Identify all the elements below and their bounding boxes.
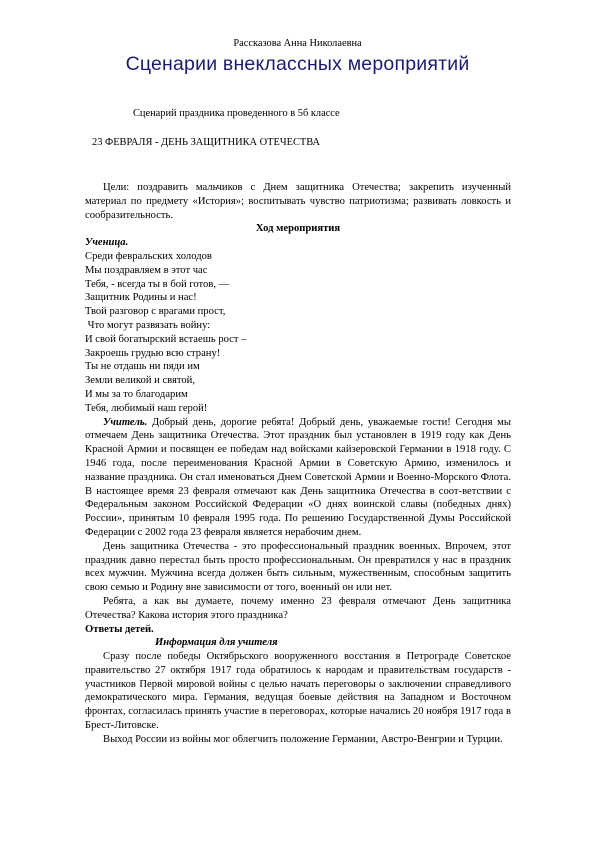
paragraph-2: День защитника Отечества - это профессиональный праздник военных. Впрочем, этот праздник давно перестал быть просто профессиональным. Он превратился у нас в праздник всех мужчин. Мужчина всегда должен быть сильным, мужественным, способным защитить свою семью и Родину вне зависимости от того, военный он или нет. <box>85 540 511 594</box>
poem <box>85 250 511 416</box>
children-answers: Ответы детей. <box>85 623 154 635</box>
poem-line: Мы поздравляем в этот час <box>85 264 208 276</box>
poem-line: Ты не отдашь ни пяди им <box>85 361 200 373</box>
poem-line: И мы за то благодарим <box>85 388 188 400</box>
subtitle: Сценарий праздника проведенного в 5б классе <box>133 108 340 119</box>
poem-line: Среди февральских холодов <box>85 250 212 262</box>
poem-line: Защитник Родины и нас! <box>85 292 197 304</box>
poem-line: Земли великой и святой, <box>85 375 195 387</box>
student-label: Ученица. <box>85 237 129 249</box>
poem-line: Твой разговор с врагами прост, <box>85 306 226 318</box>
poem-line: Закроешь грудью всю страну! <box>85 347 221 359</box>
poem-line: Что могут развязать войну: <box>85 319 211 331</box>
holiday-title: 23 ФЕВРАЛЯ - ДЕНЬ ЗАЩИТНИКА ОТЕЧЕСТВА <box>92 137 320 148</box>
paragraph-3: Ребята, а как вы думаете, почему именно 23 февраля отмечают День защитника Отечества? Какова история этого праздника? <box>85 595 511 621</box>
author-name: Рассказова Анна Николаевна <box>233 38 362 49</box>
paragraph-5: Выход России из войны мог облегчить положение Германии, Австро-Венгрии и Турции. <box>103 733 503 745</box>
main-title: Сценарии внеклассных мероприятий <box>125 53 470 75</box>
poem-line: Тебя, - всегда ты в бой готов, — <box>85 278 230 290</box>
paragraph-4: Сразу после победы Октябрьского вооруженного восстания в Петрограде Советское правительство 27 октября 1917 года обратилось к народам и правительствам государств - участников Первой мировой войны с целью начать переговоры о заключении справедливого демократического мира. Германия, ведущая боевые действия на Западном и Восточном фронтах, согласилась принять участие в переговорах, которые начались 20 ноября 1917 года в Брест-Литовске. <box>85 651 511 732</box>
teacher-label: Учитель. <box>103 416 148 428</box>
event-heading: Ход мероприятия <box>255 223 341 235</box>
teacher-speech: Добрый день, дорогие ребята! Добрый день, уважаемые гости! Сегодня мы отмечаем День защитника Отечества. Этот праздник был установлен в 1919 году как День Красной Армии и посвящен ее победам над войсками кайзеровской Германии в 1918 году. С 1946 года, после переименования Красной Армии в Советскую Армию, изменилось и название праздника. Он стал именоваться Днем Советской Армии и Военно-Морского Флота. В настоящее время 23 февраля отмечают как День защитника Отечества в соот-ветствии с Федеральным законом Российской Федерации «О днях воинской славы (победных днях) России», принятым 10 февраля 1995 года. По решению Государственной Думы Российской Федерации с 2002 года 23 февраля является нерабочим днем. <box>85 416 511 538</box>
document-body <box>85 181 511 747</box>
info-heading: Информация для учителя <box>155 637 278 649</box>
poem-line: И свой богатырский встаешь рост – <box>85 333 247 345</box>
poem-line: Тебя, любимый наш герой! <box>85 402 208 414</box>
teacher-paragraph <box>85 416 511 540</box>
goals-paragraph: Цели: поздравить мальчиков с Днем защитника Отечества; закрепить изученный материал по предмету «История»; воспитывать чувство патриотизма; развивать ловкость и сообразительность. <box>85 182 511 221</box>
